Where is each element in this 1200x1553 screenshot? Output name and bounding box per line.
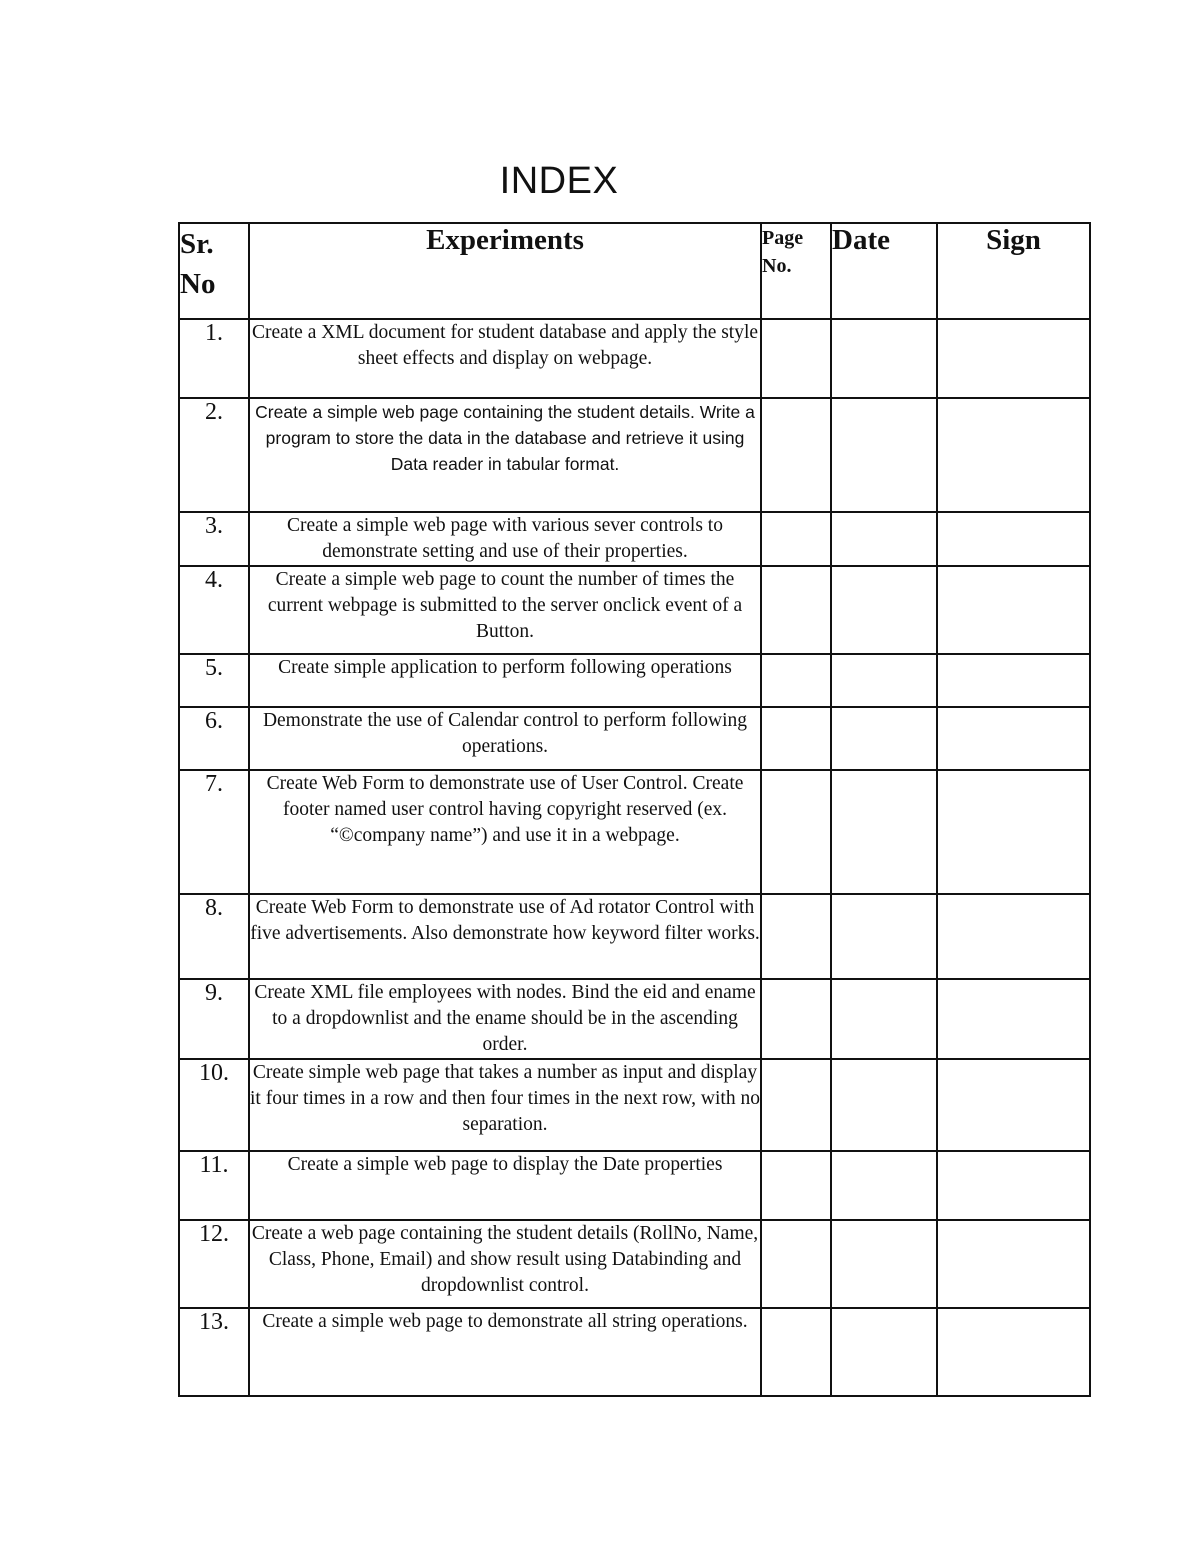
header-row xyxy=(179,223,1090,319)
row-page-no-cell xyxy=(761,319,831,398)
row-page-no-cell xyxy=(761,1308,831,1396)
row-page-no-cell xyxy=(761,654,831,707)
row-sign-cell xyxy=(937,894,1090,979)
row-experiment: Create simple application to perform following operations xyxy=(249,654,761,707)
page-title: INDEX xyxy=(499,160,619,202)
row-experiment: Create a simple web page to demonstrate all string operations. xyxy=(249,1308,761,1396)
table-row xyxy=(179,894,1090,979)
header-date: Date xyxy=(831,223,937,319)
row-experiment: Create a simple web page with various sever controls to demonstrate setting and use of their properties. xyxy=(249,512,761,566)
row-sr-no: 2. xyxy=(179,398,249,512)
row-sign-cell xyxy=(937,512,1090,566)
row-page-no-cell xyxy=(761,1220,831,1308)
row-sign-cell xyxy=(937,654,1090,707)
row-experiment: Create a XML document for student database and apply the style sheet effects and display on webpage. xyxy=(249,319,761,398)
row-experiment: Create Web Form to demonstrate use of User Control. Create footer named user control having copyright reserved (ex. “©company name”) and use it in a webpage. xyxy=(249,770,761,894)
row-sr-no: 9. xyxy=(179,979,249,1059)
row-date-cell xyxy=(831,398,937,512)
row-sr-no: 6. xyxy=(179,707,249,770)
header-page-line1: Page xyxy=(762,227,804,249)
row-page-no-cell xyxy=(761,566,831,654)
row-page-no-cell xyxy=(761,707,831,770)
header-sr-line1: Sr. xyxy=(180,228,214,260)
row-date-cell xyxy=(831,1220,937,1308)
row-sr-no: 7. xyxy=(179,770,249,894)
row-sign-cell xyxy=(937,566,1090,654)
header-experiments: Experiments xyxy=(249,223,761,319)
row-sign-cell xyxy=(937,707,1090,770)
table-row xyxy=(179,398,1090,512)
table-row xyxy=(179,654,1090,707)
row-date-cell xyxy=(831,894,937,979)
row-page-no-cell xyxy=(761,512,831,566)
row-sr-no: 3. xyxy=(179,512,249,566)
table-row xyxy=(179,979,1090,1059)
row-sign-cell xyxy=(937,1151,1090,1220)
row-sr-no: 12. xyxy=(179,1220,249,1308)
row-experiment: Create a simple web page to display the Date properties xyxy=(249,1151,761,1220)
row-sr-no: 11. xyxy=(179,1151,249,1220)
row-date-cell xyxy=(831,1308,937,1396)
row-date-cell xyxy=(831,566,937,654)
table-row xyxy=(179,512,1090,566)
row-experiment: Create simple web page that takes a number as input and display it four times in a row and then four times in the next row, with no separation. xyxy=(249,1059,761,1151)
row-date-cell xyxy=(831,512,937,566)
row-sign-cell xyxy=(937,979,1090,1059)
row-experiment: Create Web Form to demonstrate use of Ad rotator Control with five advertisements. Also demonstrate how keyword filter works. xyxy=(249,894,761,979)
row-date-cell xyxy=(831,707,937,770)
row-sign-cell xyxy=(937,770,1090,894)
row-sign-cell xyxy=(937,1220,1090,1308)
row-date-cell xyxy=(831,319,937,398)
row-sign-cell xyxy=(937,1308,1090,1396)
row-page-no-cell xyxy=(761,1059,831,1151)
row-experiment: Create a simple web page containing the student details. Write a program to store the data in the database and retrieve it using Data reader in tabular format. xyxy=(249,398,761,512)
header-page-line2: No. xyxy=(762,255,792,277)
row-sign-cell xyxy=(937,319,1090,398)
row-date-cell xyxy=(831,979,937,1059)
table-row xyxy=(179,566,1090,654)
row-date-cell xyxy=(831,1059,937,1151)
header-page-no xyxy=(761,223,831,319)
row-experiment: Create a web page containing the student details (RollNo, Name, Class, Phone, Email) and show result using Databinding and dropdownlist control. xyxy=(249,1220,761,1308)
row-page-no-cell xyxy=(761,398,831,512)
table-row xyxy=(179,1151,1090,1220)
row-date-cell xyxy=(831,770,937,894)
index-table xyxy=(178,222,1091,1397)
table-row xyxy=(179,707,1090,770)
row-page-no-cell xyxy=(761,1151,831,1220)
row-page-no-cell xyxy=(761,894,831,979)
row-page-no-cell xyxy=(761,770,831,894)
row-sr-no: 4. xyxy=(179,566,249,654)
row-sr-no: 1. xyxy=(179,319,249,398)
table-row xyxy=(179,1220,1090,1308)
row-sr-no: 5. xyxy=(179,654,249,707)
table-row xyxy=(179,770,1090,894)
row-sign-cell xyxy=(937,398,1090,512)
header-sr-line2: No xyxy=(180,268,216,300)
row-experiment: Create a simple web page to count the number of times the current webpage is submitted to the server onclick event of a Button. xyxy=(249,566,761,654)
row-page-no-cell xyxy=(761,979,831,1059)
row-sr-no: 8. xyxy=(179,894,249,979)
row-experiment: Demonstrate the use of Calendar control to perform following operations. xyxy=(249,707,761,770)
row-date-cell xyxy=(831,1151,937,1220)
header-sign: Sign xyxy=(937,223,1090,319)
row-sr-no: 10. xyxy=(179,1059,249,1151)
table-row xyxy=(179,1059,1090,1151)
row-experiment: Create XML file employees with nodes. Bind the eid and ename to a dropdownlist and the ename should be in the ascending order. xyxy=(249,979,761,1059)
row-date-cell xyxy=(831,654,937,707)
row-sign-cell xyxy=(937,1059,1090,1151)
table-row xyxy=(179,1308,1090,1396)
row-sr-no: 13. xyxy=(179,1308,249,1396)
table-row xyxy=(179,319,1090,398)
header-sr-no xyxy=(179,223,249,319)
